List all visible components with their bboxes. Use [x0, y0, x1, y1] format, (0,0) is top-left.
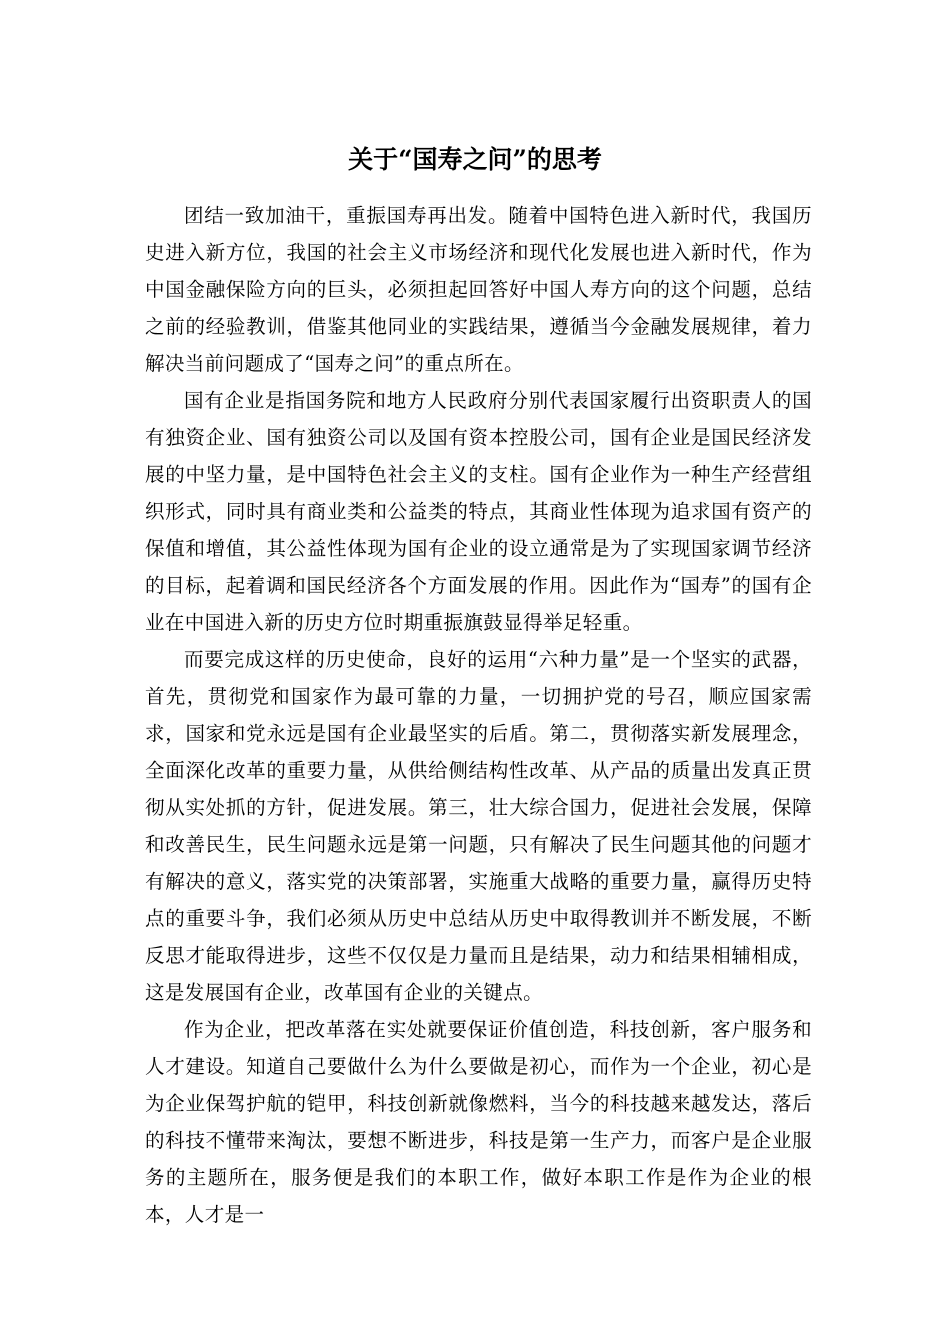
document-body: [145, 197, 812, 1233]
paragraph: 国有企业是指国务院和地方人民政府分别代表国家履行出资职责人的国有独资企业、国有独资公司以及国有资本控股公司，国有企业是国民经济发展的中坚力量，是中国特色社会主义的支柱。国有企业作为一种生产经营组织形式，同时具有商业类和公益类的特点，其商业性体现为追求国有资产的保值和增值，其公益性体现为国有企业的设立通常是为了实现国家调节经济的目标，起着调和国民经济各个方面发展的作用。因此作为“国寿”的国有企业在中国进入新的历史方位时期重振旗鼓显得举足轻重。: [145, 389, 812, 634]
document-title: 关于“国寿之问”的思考: [348, 145, 602, 174]
paragraph: 团结一致加油干，重振国寿再出发。随着中国特色进入新时代，我国历史进入新方位，我国的社会主义市场经济和现代化发展也进入新时代，作为中国金融保险方向的巨头，必须担起回答好中国人寿方向的这个问题，总结之前的经验教训，借鉴其他同业的实践结果，遵循当今金融发展规律，着力解决当前问题成了“国寿之问”的重点所在。: [145, 204, 812, 375]
paragraph: 而要完成这样的历史使命，良好的运用“六种力量”是一个坚实的武器，首先，贯彻党和国家作为最可靠的力量，一切拥护党的号召，顺应国家需求，国家和党永远是国有企业最坚实的后盾。第二，贯彻落实新发展理念，全面深化改革的重要力量，从供给侧结构性改革、从产品的质量出发真正贯彻从实处抓的方针，促进发展。第三，壮大综合国力，促进社会发展，保障和改善民生，民生问题永远是第一问题，只有解决了民生问题其他的问题才有解决的意义，落实党的决策部署，实施重大战略的重要力量，赢得历史特点的重要斗争，我们必须从历史中总结从历史中取得教训并不断发展，不断反思才能取得进步，这些不仅仅是力量而且是结果，动力和结果相辅相成，这是发展国有企业，改革国有企业的关键点。: [145, 648, 812, 1004]
paragraph: 作为企业，把改革落在实处就要保证价值创造，科技创新，客户服务和人才建设。知道自己要做什么为什么要做是初心，而作为一个企业，初心是为企业保驾护航的铠甲，科技创新就像燃料，当今的科技越来越发达，落后的科技不懂带来淘汰，要想不断进步，科技是第一生产力，而客户是企业服务的主题所在，服务便是我们的本职工作，做好本职工作是作为企业的根本，人才是一: [145, 1018, 812, 1226]
